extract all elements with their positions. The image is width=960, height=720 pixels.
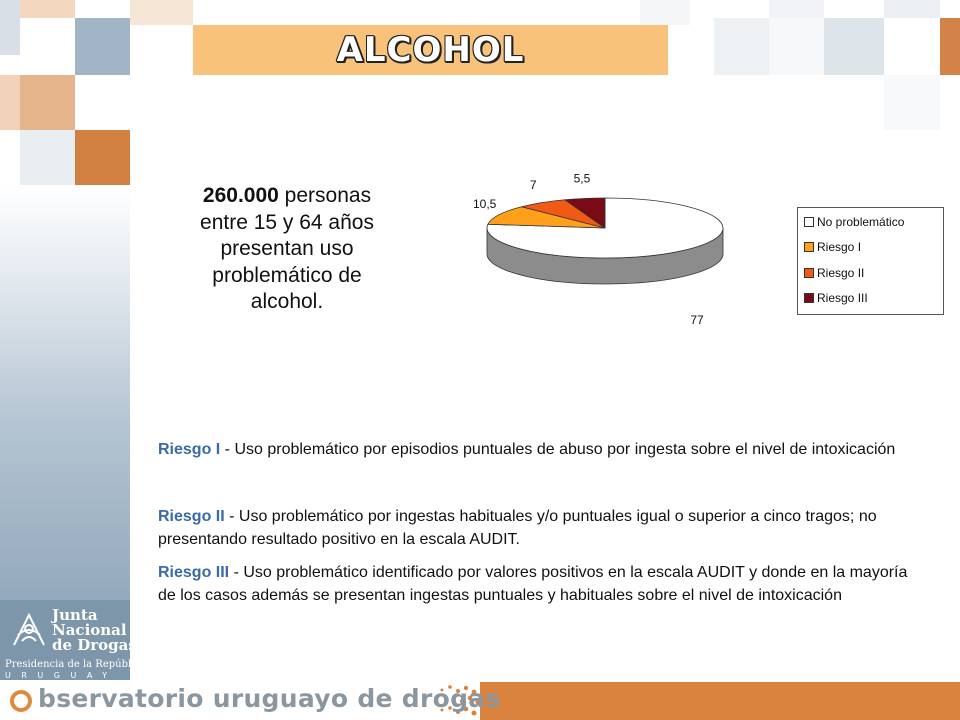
deco-tile <box>824 18 884 75</box>
definition-riesgo-2 <box>158 506 928 551</box>
legend-swatch <box>804 217 814 227</box>
footer-title: bservatorio uruguayo de drogas <box>38 684 501 713</box>
deco-tile <box>20 18 75 75</box>
deco-tile <box>769 0 824 18</box>
headline-number: 260.000 <box>202 184 279 207</box>
logo-line-3: de Drogas <box>52 636 137 654</box>
definition-riesgo-1 <box>158 439 928 462</box>
pie-chart <box>455 171 745 330</box>
pie-data-label: 77 <box>690 313 704 327</box>
headline <box>178 183 396 316</box>
logo-line-2: Nacional <box>52 621 127 639</box>
chart-legend <box>797 207 944 315</box>
left-gradient-strip <box>0 185 130 600</box>
definition-term: Riesgo III <box>158 564 230 581</box>
pie-data-label: 5,5 <box>573 171 591 186</box>
headline-text: personas entre 15 y 64 años presentan uso problemático de alcohol. <box>200 184 374 313</box>
pie-data-label: 7 <box>529 178 537 193</box>
legend-label: No problemático <box>817 215 905 229</box>
logo-line-1: Junta <box>52 606 98 624</box>
legend-label: Riesgo III <box>817 291 868 305</box>
definition-text: - Uso problemático identificado por valores positivos en la escala AUDIT y donde en la mayoría de los casos además se presentan ingestas puntuales y habituales sobre el nivel de intoxicación <box>158 564 908 604</box>
page-title: ALCOHOL <box>336 30 525 70</box>
footer-orange-band <box>480 682 960 720</box>
deco-tile <box>75 18 130 75</box>
title-bar <box>193 25 668 75</box>
definition-text: - Uso problemático por ingestas habituales y/o puntuales igual o superior a cinco tragos; no presentando resultado positivo en la escala AUDIT. <box>158 508 877 548</box>
deco-tile <box>769 18 824 75</box>
definition-term: Riesgo II <box>158 508 225 525</box>
deco-tile <box>940 18 960 75</box>
deco-tile <box>20 130 75 185</box>
logo-subtitle: Presidencia de la República <box>5 659 146 670</box>
deco-tile <box>0 75 20 130</box>
deco-tile <box>20 75 75 130</box>
deco-tile <box>20 0 75 18</box>
deco-tile <box>75 130 130 185</box>
legend-label: Riesgo I <box>817 240 862 254</box>
junta-emblem-icon <box>6 607 52 653</box>
deco-tile <box>714 18 769 75</box>
definition-riesgo-3 <box>158 562 928 607</box>
deco-tile <box>640 0 690 25</box>
deco-tile <box>0 0 20 55</box>
legend-item <box>804 265 864 281</box>
pie-data-label: 10,5 <box>472 196 497 211</box>
deco-tile <box>130 0 193 25</box>
legend-item <box>804 239 861 255</box>
legend-swatch <box>804 268 814 278</box>
legend-item <box>804 214 904 230</box>
legend-label: Riesgo II <box>817 266 865 280</box>
deco-tile <box>884 75 940 130</box>
legend-swatch <box>804 242 814 252</box>
deco-tile <box>884 0 940 18</box>
legend-swatch <box>804 293 814 303</box>
legend-item <box>804 290 868 306</box>
definition-text: - Uso problemático por episodios puntuales de abuso por ingesta sobre el nivel de intoxicación <box>220 441 896 458</box>
logo-country: URUGUAY <box>5 671 118 680</box>
footer-logo-ring-icon <box>10 690 32 712</box>
definition-term: Riesgo I <box>158 441 221 458</box>
